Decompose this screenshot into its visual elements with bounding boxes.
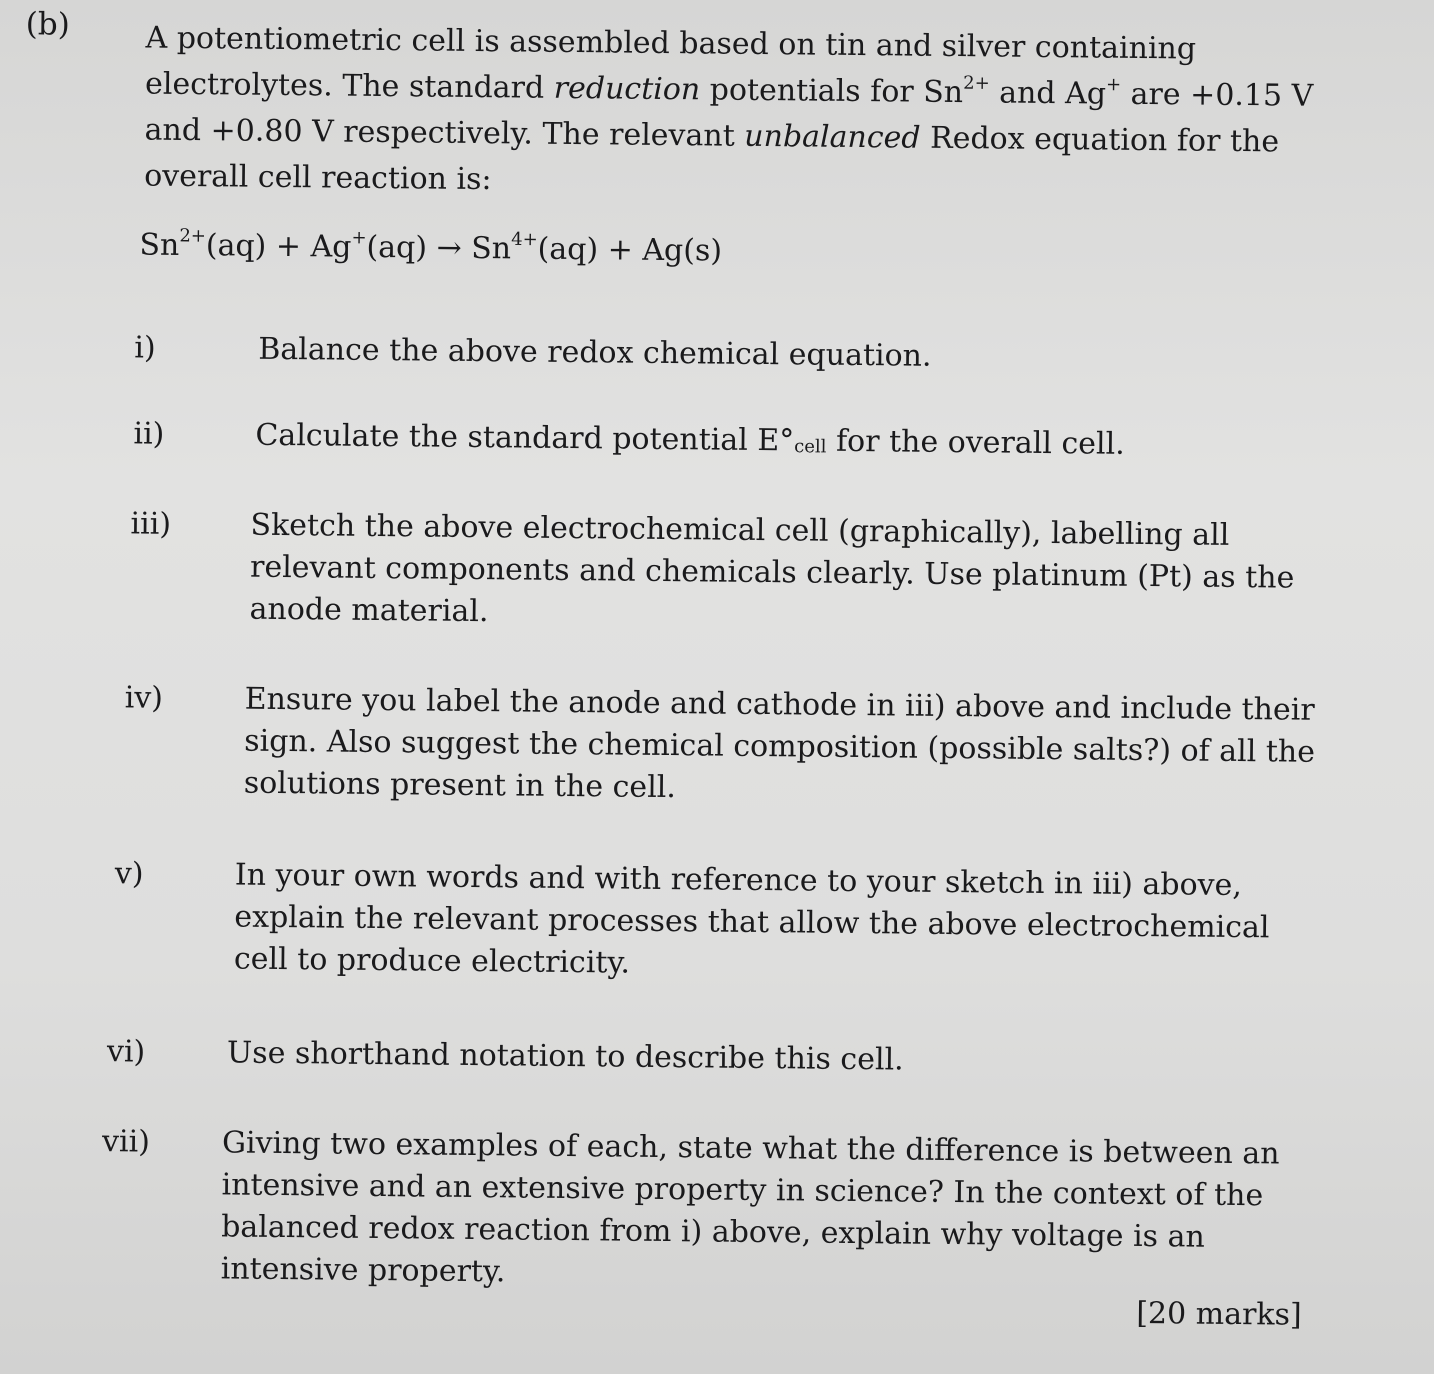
question-text: Use shorthand notation to describe this cell.: [226, 1035, 904, 1078]
question-text-part-1: Calculate the standard potential E°: [255, 417, 795, 459]
intro-text-2: potentials for Sn: [700, 72, 964, 111]
part-label: (b): [25, 6, 70, 43]
question-number: i): [134, 330, 156, 366]
question-text: Sketch the above electrochemical cell (graphically), labelling all relevant components and chemicals clearly. Use platinum (Pt) as the anode material.: [249, 507, 1295, 630]
eq-sup-3: 4+: [511, 228, 538, 251]
question-item: [124, 677, 1335, 806]
eq-term-3: (aq) → Sn: [366, 229, 512, 267]
question-item: [101, 1121, 1312, 1290]
marks-total: [20 marks]: [1136, 1295, 1302, 1333]
eq-term-4: (aq) + Ag(s): [537, 231, 723, 269]
question-item: [114, 853, 1335, 981]
question-number: vii): [101, 1124, 151, 1160]
question-text-part-2: for the overall cell.: [826, 423, 1125, 462]
redox-equation: [139, 227, 722, 268]
intro-paragraph: [144, 16, 1336, 212]
intro-emphasis-unbalanced: unbalanced: [744, 118, 921, 156]
intro-text-4: are +0.15 V and +0.80 V respectively. The relevant: [144, 76, 1314, 154]
eq-term-1: Sn: [139, 227, 180, 263]
question-text: Giving two examples of each, state what the difference is between an intensive and an extensive property in science? In the context of the balanced redox reaction from i) above, explain why voltage is an intensive property.: [220, 1125, 1280, 1290]
intro-text-1: A potentiometric cell is assembled based on tin and silver containing electrolytes. The standard: [144, 20, 1197, 106]
question-number: iv): [124, 680, 164, 716]
question-text: In your own words and with reference to your sketch in iii) above, explain the relevant processes that allow the above electrochemical cell to produce electricity.: [233, 857, 1270, 981]
question-item: [133, 413, 1314, 462]
eq-sup-1: 2+: [179, 225, 207, 247]
question-number: ii): [133, 416, 165, 452]
question-text: [255, 415, 1305, 468]
intro-sup-ag-charge: +: [1106, 74, 1122, 96]
question-item: [130, 503, 1311, 630]
intro-emphasis-reduction: reduction: [553, 70, 701, 108]
intro-text-3: and Ag: [989, 75, 1107, 112]
question-text: Balance the above redox chemical equation.: [258, 331, 932, 374]
question-subscript-cell: cell: [794, 436, 827, 458]
question-number: iii): [130, 506, 172, 542]
intro-sup-sn-charge: 2+: [963, 72, 990, 94]
question-item: [134, 327, 1315, 374]
eq-sup-2: +: [351, 227, 367, 249]
question-text: Ensure you label the anode and cathode in iii) above and include their sign. Also suggest the chemical composition (possible salts?) of all the solutions present in the cell.: [243, 681, 1316, 806]
eq-term-2: (aq) + Ag: [205, 228, 352, 265]
question-number: v): [114, 856, 144, 892]
question-number: vi): [106, 1034, 146, 1070]
question-item: [106, 1031, 1307, 1078]
intro-text-5: Redox equation for the overall cell reaction is:: [143, 120, 1280, 198]
